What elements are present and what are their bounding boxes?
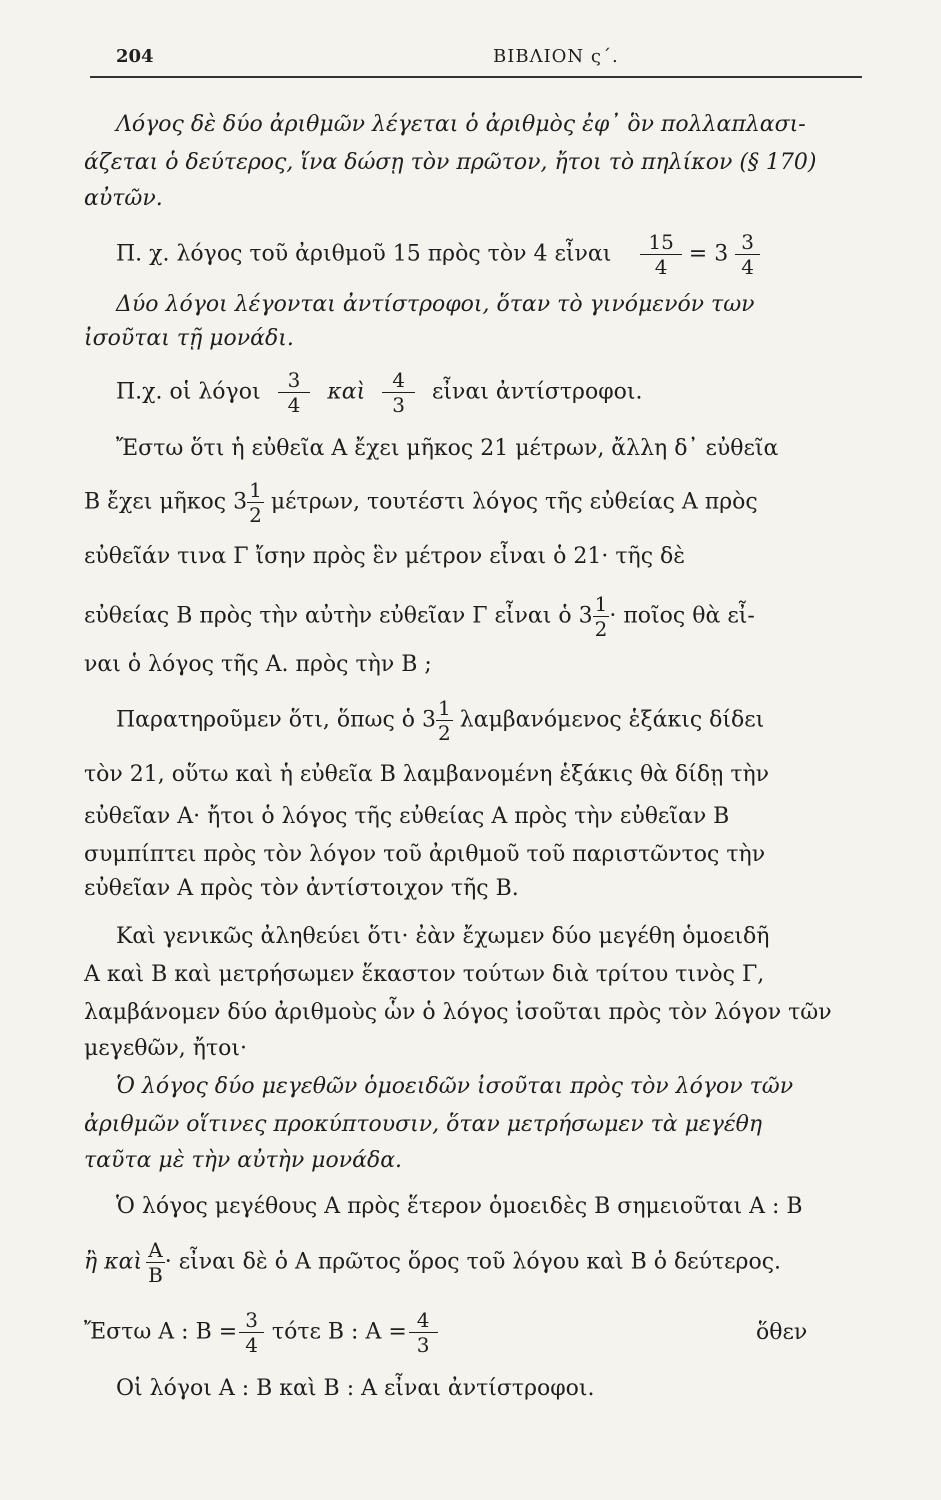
fraction-15-over-4 bbox=[640, 232, 681, 277]
fraction-one-half bbox=[593, 594, 610, 639]
fraction-numerator: 1 bbox=[594, 592, 608, 616]
text-segment: ἢ καὶ bbox=[84, 1249, 143, 1275]
equals-sign: = bbox=[688, 241, 708, 267]
example-ratio-text: Π. χ. λόγος τοῦ ἀριθμοῦ 15 πρὸς τὸν 4 εἶναι bbox=[116, 241, 612, 267]
fraction-3-over-4 bbox=[735, 232, 760, 277]
fraction-denominator: 3 bbox=[392, 393, 405, 417]
fraction-denominator: 2 bbox=[438, 721, 451, 745]
fraction-3-over-4 bbox=[239, 1310, 264, 1355]
paragraph-line: εὐθεῖαν Α· ἤτοι ὁ λόγος τῆς εὐθείας Α πρὸς τὴν εὐθεῖαν Β bbox=[84, 804, 730, 829]
fraction-denominator: 4 bbox=[245, 1333, 258, 1357]
fraction-numerator: 4 bbox=[382, 370, 415, 393]
page-header bbox=[90, 42, 862, 78]
mixed-whole: 3 bbox=[714, 241, 729, 267]
text-segment: Παρατηροῦμεν ὅτι, ὅπως ὁ 3 bbox=[116, 707, 437, 733]
text-segment: Ἔστω Α : Β = bbox=[84, 1319, 238, 1345]
definition-ratio-line-3: αὐτῶν. bbox=[84, 186, 163, 211]
fraction-numerator: 1 bbox=[249, 478, 262, 502]
paragraph-line: Α καὶ Β καὶ μετρήσωμεν ἕκαστον τούτων διὰ τρίτου τινὸς Γ, bbox=[84, 962, 765, 987]
fraction-numerator: Α bbox=[146, 1240, 165, 1263]
fraction-4-over-3 bbox=[382, 370, 415, 415]
text-segment: λαμβανόμενος ἑξάκις δίδει bbox=[459, 707, 765, 733]
fraction-numerator: 15 bbox=[640, 232, 681, 255]
fraction-a-over-b bbox=[146, 1240, 165, 1285]
fraction-denominator: 3 bbox=[416, 1333, 430, 1357]
paragraph-line: μεγεθῶν, ἤτοι· bbox=[84, 1036, 248, 1061]
definition-ratio-line-1: Λόγος δὲ δύο ἀριθμῶν λέγεται ὁ ἀριθμὸς ἐφ᾿ ὃν πολλαπλασι- bbox=[116, 112, 806, 137]
conjunction: καὶ bbox=[327, 379, 366, 405]
paragraph-line: εὐθεῖαν Α πρὸς τὸν ἀντίστοιχον τῆς Β. bbox=[84, 876, 519, 901]
text-segment: · ποῖος θὰ εἶ- bbox=[609, 603, 755, 629]
fraction-one-half bbox=[247, 480, 264, 525]
example-text-end: εἶναι ἀντίστροφοι. bbox=[431, 379, 643, 405]
paragraph-line-with-fraction bbox=[84, 594, 755, 639]
text-segment: μέτρων, τουτέστι λόγος τῆς εὐθείας Α πρὸς bbox=[270, 489, 758, 515]
paragraph-line: τὸν 21, οὕτω καὶ ἡ εὐθεῖα Β λαμβανομένη ἑξάκις θὰ δίδῃ τὴν bbox=[84, 762, 770, 787]
fraction-numerator: 3 bbox=[239, 1310, 264, 1333]
fraction-denominator: 2 bbox=[594, 617, 608, 641]
example-reciprocal bbox=[116, 370, 643, 415]
notation-line: Ὁ λόγος μεγέθους Α πρὸς ἕτερον ὁμοειδὲς Β σημειοῦται Α : Β bbox=[116, 1194, 803, 1219]
theorem-line: ἀριθμῶν οἵτινες προκύπτουσιν, ὅταν μετρήσωμεν τὰ μεγέθη bbox=[84, 1112, 763, 1137]
paragraph-line: ναι ὁ λόγος τῆς Α. πρὸς τὴν Β ; bbox=[84, 652, 432, 677]
example-ratio-15-4 bbox=[116, 232, 760, 277]
paragraph-line: εὐθεῖάν τινα Γ ἴσην πρὸς ἓν μέτρον εἶναι ὁ 21· τῆς δὲ bbox=[84, 544, 686, 569]
fraction-one-half bbox=[436, 698, 453, 743]
example-text: Π.χ. οἱ λόγοι bbox=[116, 379, 261, 405]
paragraph-line: συμπίπτει πρὸς τὸν λόγον τοῦ ἀριθμοῦ τοῦ παριστῶντος τὴν bbox=[84, 842, 766, 867]
example-reciprocal-ratios bbox=[84, 1310, 438, 1355]
whence-word: ὅθεν bbox=[756, 1320, 808, 1345]
notation-line-with-fraction bbox=[84, 1240, 781, 1285]
fraction-denominator: 4 bbox=[654, 255, 668, 279]
text-segment: Β ἔχει μῆκος 3 bbox=[84, 489, 248, 515]
fraction-numerator: 3 bbox=[278, 370, 311, 393]
fraction-4-over-3 bbox=[409, 1310, 438, 1355]
paragraph-line-with-fraction bbox=[116, 698, 764, 743]
fraction-3-over-4 bbox=[278, 370, 311, 415]
text-segment: τότε Β : Α = bbox=[271, 1319, 407, 1345]
theorem-line: ταῦτα μὲ τὴν αὐτὴν μονάδα. bbox=[84, 1148, 403, 1173]
conclusion-line: Οἱ λόγοι Α : Β καὶ Β : Α εἶναι ἀντίστροφοι. bbox=[116, 1376, 595, 1401]
fraction-numerator: 4 bbox=[409, 1310, 438, 1333]
text-segment: εὐθείας Β πρὸς τὴν αὐτὴν εὐθεῖαν Γ εἶναι ὁ 3 bbox=[84, 603, 593, 629]
theorem-line: Ὁ λόγος δύο μεγεθῶν ὁμοειδῶν ἰσοῦται πρὸς τὸν λόγον τῶν bbox=[116, 1074, 794, 1099]
fraction-denominator: 4 bbox=[741, 255, 754, 279]
text-segment: · εἶναι δὲ ὁ Α πρῶτος ὅρος τοῦ λόγου καὶ Β ὁ δεύτερος. bbox=[164, 1249, 782, 1275]
paragraph-line: Ἔστω ὅτι ἡ εὐθεῖα Α ἔχει μῆκος 21 μέτρων, ἄλλη δ᾿ εὐθεῖα bbox=[116, 436, 779, 461]
paragraph-line-with-fraction bbox=[84, 480, 758, 525]
fraction-numerator: 3 bbox=[735, 232, 760, 255]
paragraph-line: λαμβάνομεν δύο ἀριθμοὺς ὧν ὁ λόγος ἰσοῦται πρὸς τὸν λόγον τῶν bbox=[84, 1000, 832, 1025]
fraction-numerator: 1 bbox=[438, 696, 451, 720]
reciprocal-definition-line-1: Δύο λόγοι λέγονται ἀντίστροφοι, ὅταν τὸ γινόμενόν των bbox=[116, 292, 755, 317]
definition-ratio-line-2: άζεται ὁ δεύτερος, ἵνα δώσῃ τὸν πρῶτον, ἤτοι τὸ πηλίκον (§ 170) bbox=[84, 150, 817, 175]
fraction-denominator: 4 bbox=[287, 393, 301, 417]
paragraph-line: Καὶ γενικῶς ἀληθεύει ὅτι· ἐὰν ἔχωμεν δύο μεγέθη ὁμοειδῆ bbox=[116, 924, 770, 949]
page-number: 204 bbox=[116, 46, 154, 67]
fraction-denominator: 2 bbox=[249, 503, 262, 527]
fraction-denominator: Β bbox=[148, 1263, 163, 1287]
running-title: ΒΙΒΛΙΟΝ ς΄. bbox=[493, 46, 619, 67]
reciprocal-definition-line-2: ἰσοῦται τῇ μονάδι. bbox=[84, 326, 294, 351]
